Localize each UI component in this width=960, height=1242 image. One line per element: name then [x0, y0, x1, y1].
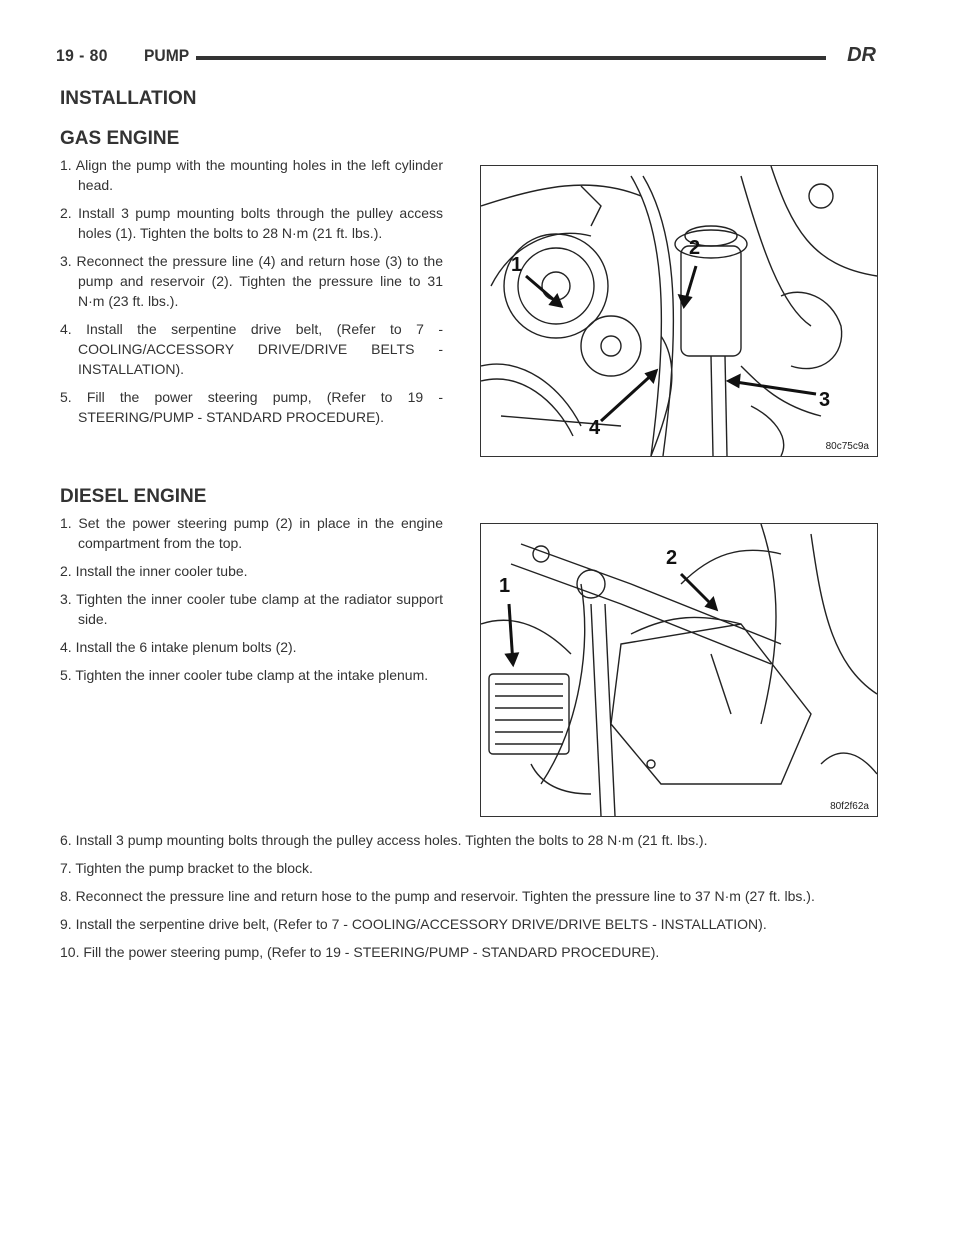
list-item: 4. Install the 6 intake plenum bolts (2). [60, 639, 297, 655]
list-item: 3. Reconnect the pressure line (4) and return hose (3) to the pump and reservoir (2). Tighten the pressure line to 31 N·m (23 ft. lbs.). [60, 253, 443, 309]
list-item: 4. Install the serpentine drive belt, (Refer to 7 - COOLING/ACCESSORY DRIVE/DRIVE BELTS - INSTALLATION). [60, 321, 443, 377]
list-item: 7. Tighten the pump bracket to the block. [60, 860, 313, 876]
list-item: 1. Set the power steering pump (2) in place in the engine compartment from the top. [60, 515, 443, 551]
page-number: 19 - 80 [56, 46, 108, 65]
header-rule [196, 56, 826, 60]
list-item: 3. Tighten the inner cooler tube clamp at the radiator support side. [60, 591, 443, 627]
diesel-engine-illustration [481, 524, 877, 816]
list-item: 2. Install 3 pump mounting bolts through the pulley access holes (1). Tighten the bolts to 28 N·m (21 ft. lbs.). [60, 205, 443, 241]
list-item: 8. Reconnect the pressure line and return hose to the pump and reservoir. Tighten the pressure line to 37 N·m (27 ft. lbs.). [60, 888, 815, 904]
list-item: 2. Install the inner cooler tube. [60, 563, 248, 579]
gas-engine-steps [60, 155, 443, 435]
page-header [56, 44, 876, 74]
list-item: 6. Install 3 pump mounting bolts through the pulley access holes. Tighten the bolts to 28 N·m (21 ft. lbs.). [60, 832, 708, 848]
gas-engine-illustration [481, 166, 877, 456]
callout-3: 3 [819, 389, 831, 411]
diesel-engine-steps [60, 513, 443, 693]
callout-4: 4 [589, 417, 601, 439]
diesel-engine-steps-continued [60, 830, 880, 970]
model-code: DR [847, 44, 876, 66]
callout-2: 2 [666, 547, 678, 569]
list-item: 10. Fill the power steering pump, (Refer to 19 - STEERING/PUMP - STANDARD PROCEDURE). [60, 944, 660, 960]
list-item: 9. Install the serpentine drive belt, (Refer to 7 - COOLING/ACCESSORY DRIVE/DRIVE BELTS - INSTALLATION). [60, 916, 767, 932]
list-item: 5. Fill the power steering pump, (Refer to 19 - STEERING/PUMP - STANDARD PROCEDURE). [60, 389, 443, 425]
list-item: 5. Tighten the inner cooler tube clamp at the intake plenum. [60, 667, 429, 683]
page-title: INSTALLATION [60, 88, 197, 109]
gas-engine-figure [480, 165, 878, 457]
callout-1: 1 [511, 254, 523, 276]
gas-engine-heading: GAS ENGINE [60, 128, 180, 149]
list-item: 1. Align the pump with the mounting holes in the left cylinder head. [60, 157, 443, 193]
section-name: PUMP [144, 46, 190, 65]
callout-2: 2 [689, 237, 701, 259]
diesel-engine-heading: DIESEL ENGINE [60, 486, 207, 507]
figure-code: 80c75c9a [825, 441, 869, 452]
figure-code: 80f2f62a [830, 801, 869, 812]
diesel-engine-figure [480, 523, 878, 817]
callout-1: 1 [499, 575, 511, 597]
